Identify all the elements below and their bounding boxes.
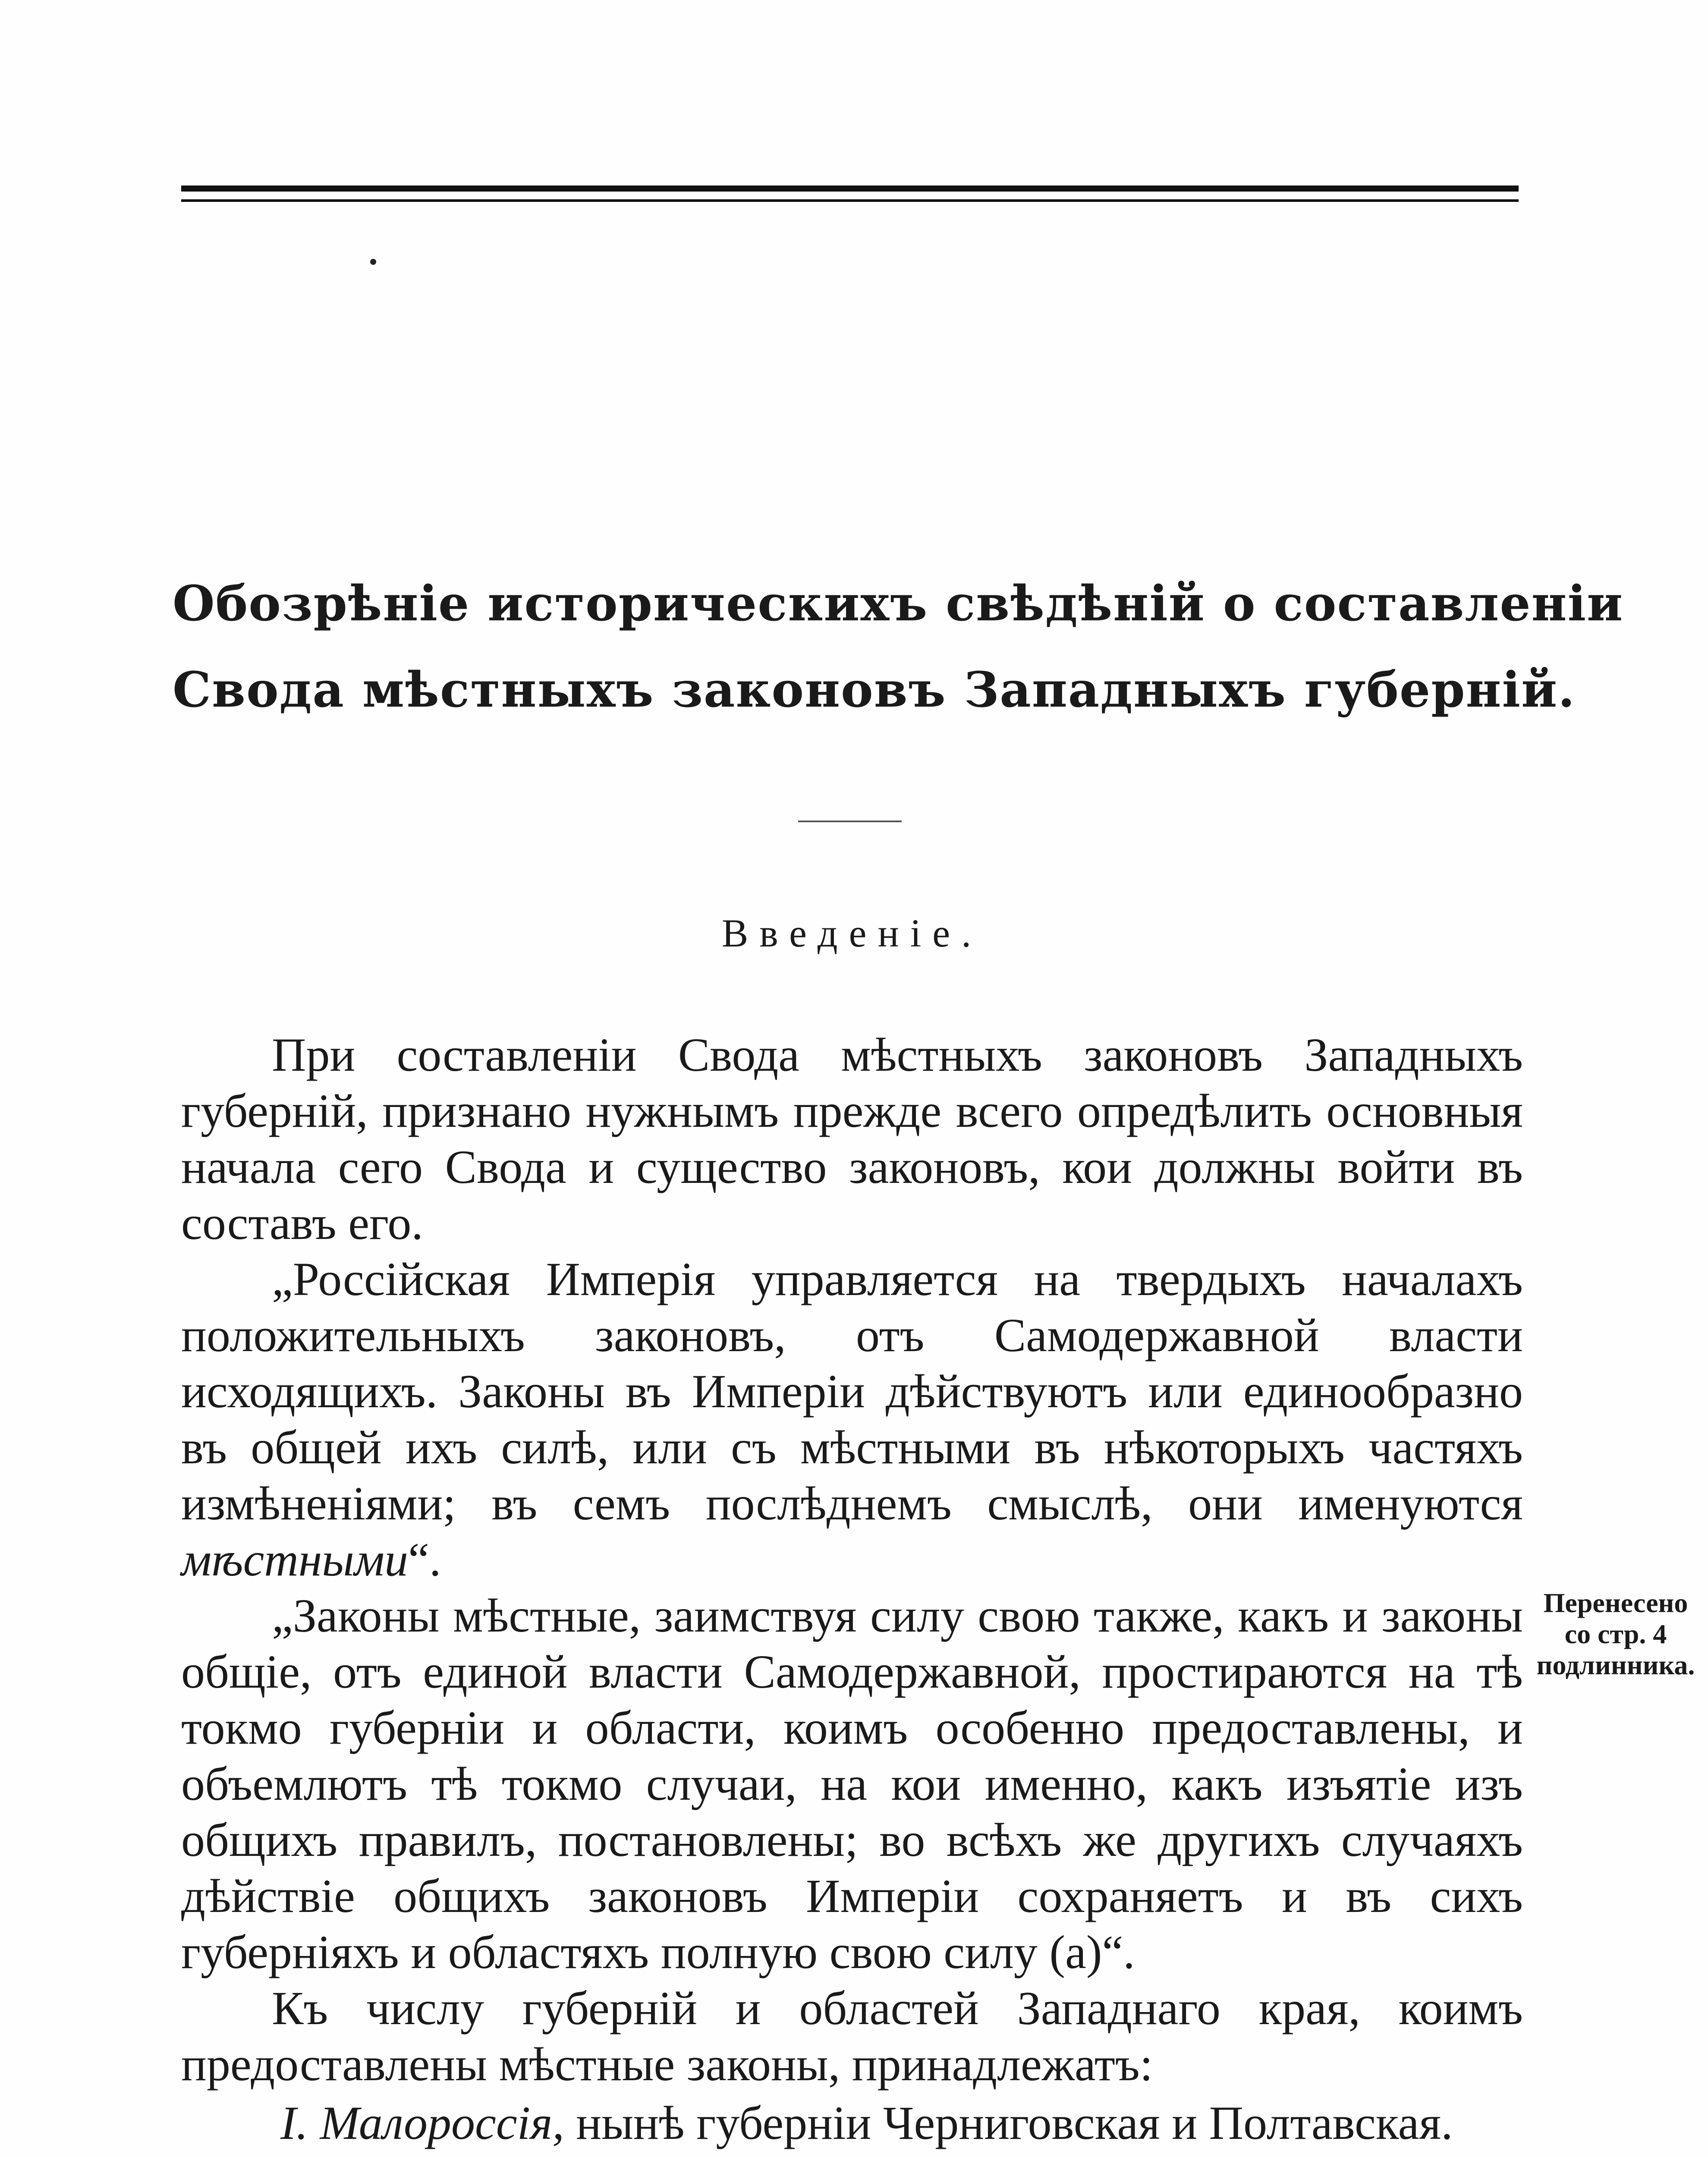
margin-note-line-2: со стр. 4 [1564,1619,1667,1649]
margin-note-line-3: подлинника. [1536,1650,1695,1680]
margin-note-line-1: Перенесено [1543,1588,1688,1618]
print-speck [370,259,376,265]
header-double-rule [181,186,1519,202]
paragraph-2-italic-term: мѣстными [181,1533,409,1586]
section-heading: Введеніе. [721,911,983,955]
title-separator-rule [798,821,902,822]
paragraph-1: При составленіи Свода мѣстныхъ законовъ Западныхъ губерній, признано нужнымъ прежде всего опредѣлить основныя начала сего Свода и существо законовъ, кои должны войти въ составъ его. [181,1028,1523,1249]
paragraph-2-closing: “. [408,1533,441,1586]
paragraph-4: Къ числу губерній и областей Западнаго края, коимъ предоставлены мѣстные законы, принадлежатъ: [181,1982,1523,2091]
list-item-1 [181,2095,1523,2151]
body-text [181,1027,1523,2151]
list-item-label: I. Малороссія, [280,2097,564,2149]
margin-note [1529,1588,1702,1681]
document-title [173,561,1624,733]
paragraph-3: „Законы мѣстные, заимствуя силу свою также, какъ и законы общіе, отъ единой власти Самодержавной, простираются на тѣ токмо губерніи и области, коимъ особенно предоставлены, и объемлютъ тѣ токмо случаи, на кои именно, какъ изъятіе изъ общихъ правилъ, постановлены; во всѣхъ же другихъ случаяхъ дѣйствіе общихъ законовъ Имперіи сохраняетъ и въ сихъ губерніяхъ и областяхъ полную свою силу (а)“. [181,1589,1523,1978]
paragraph-2-text: „Россійская Имперія управляется на твердыхъ началахъ положительныхъ законовъ, отъ Самодержавной власти исходящихъ. Законы въ Имперіи дѣйствуютъ или единообразно въ общей ихъ силѣ, или съ мѣстными въ нѣкоторыхъ частяхъ измѣненіями; въ семъ послѣднемъ смыслѣ, они именуются [181,1253,1523,1530]
list-item-text: нынѣ губерніи Черниговская и Полтавская. [576,2097,1453,2149]
title-line-1: Обозрѣніе историческихъ свѣдѣній о составленіи [173,575,1624,632]
title-line-2: Свода мѣстныхъ законовъ Западныхъ губерній. [173,662,1576,718]
paragraph-2 [181,1251,1523,1588]
